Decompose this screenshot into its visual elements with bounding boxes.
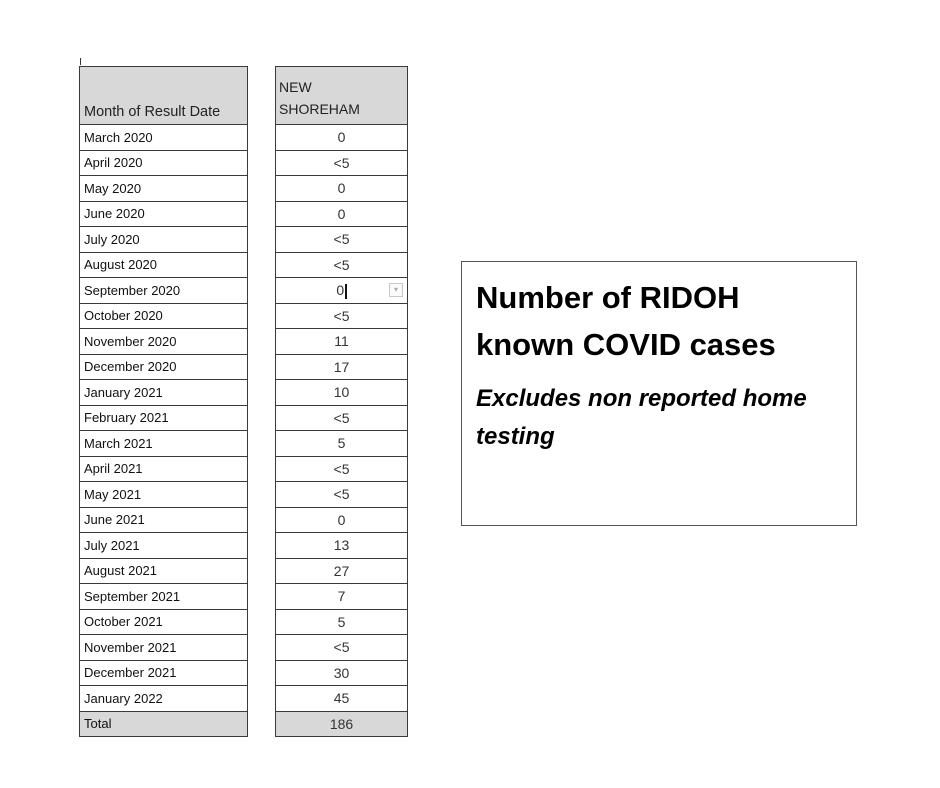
case-count-cell[interactable] <box>276 635 408 661</box>
month-row <box>80 635 248 661</box>
month-row <box>80 227 248 253</box>
info-box <box>461 261 857 526</box>
month-row <box>80 176 248 202</box>
month-row <box>80 405 248 431</box>
month-row <box>80 482 248 508</box>
value-row <box>276 686 408 712</box>
case-count-value: <5 <box>333 231 350 248</box>
month-cell[interactable]: November 2020 <box>80 329 248 355</box>
case-count-value: 0 <box>337 205 346 222</box>
month-row <box>80 660 248 686</box>
info-title <box>476 274 842 368</box>
month-row <box>80 201 248 227</box>
column-marker <box>80 58 81 65</box>
month-cell[interactable]: January 2021 <box>80 380 248 406</box>
case-count-cell[interactable] <box>276 405 408 431</box>
month-row <box>80 558 248 584</box>
info-subtitle-line-2: testing <box>476 423 555 450</box>
month-cell[interactable]: April 2020 <box>80 150 248 176</box>
month-cell[interactable]: October 2021 <box>80 609 248 635</box>
month-row <box>80 329 248 355</box>
month-cell[interactable]: September 2021 <box>80 584 248 610</box>
value-row <box>276 354 408 380</box>
value-row <box>276 456 408 482</box>
month-row <box>80 609 248 635</box>
header-line-2: SHOREHAM <box>279 101 360 117</box>
case-count-cell[interactable] <box>276 533 408 559</box>
case-count-cell[interactable] <box>276 278 408 304</box>
total-label: Total <box>80 711 248 737</box>
month-cell[interactable]: March 2020 <box>80 125 248 151</box>
value-row <box>276 227 408 253</box>
value-row <box>276 329 408 355</box>
case-count-cell[interactable] <box>276 125 408 151</box>
case-count-cell[interactable] <box>276 329 408 355</box>
value-row <box>276 405 408 431</box>
month-cell[interactable]: December 2020 <box>80 354 248 380</box>
case-count-cell[interactable] <box>276 558 408 584</box>
case-count-value: <5 <box>333 409 350 426</box>
case-count-value: <5 <box>333 256 350 273</box>
value-row <box>276 584 408 610</box>
month-cell[interactable]: June 2020 <box>80 201 248 227</box>
value-row <box>276 482 408 508</box>
case-count-value: 5 <box>337 435 346 452</box>
value-row <box>276 558 408 584</box>
month-row <box>80 584 248 610</box>
case-count-cell[interactable] <box>276 354 408 380</box>
case-count-cell[interactable] <box>276 380 408 406</box>
total-value: 186 <box>276 711 408 737</box>
case-count-cell[interactable] <box>276 201 408 227</box>
month-cell[interactable]: June 2021 <box>80 507 248 533</box>
month-row <box>80 686 248 712</box>
case-count-value: <5 <box>333 154 350 171</box>
case-count-cell[interactable] <box>276 456 408 482</box>
value-row <box>276 278 408 304</box>
case-count-value: 27 <box>333 562 350 579</box>
month-row <box>80 278 248 304</box>
case-count-value: 10 <box>333 384 350 401</box>
value-row <box>276 533 408 559</box>
case-count-value: <5 <box>333 639 350 656</box>
value-row <box>276 150 408 176</box>
value-row <box>276 201 408 227</box>
case-count-value: <5 <box>333 460 350 477</box>
month-row <box>80 380 248 406</box>
info-subtitle <box>476 380 842 456</box>
case-count-value: 45 <box>333 690 350 707</box>
month-cell[interactable]: May 2021 <box>80 482 248 508</box>
new-shoreham-header <box>276 67 408 125</box>
case-count-value: 0 <box>337 129 346 146</box>
case-count-value: <5 <box>333 307 350 324</box>
month-row <box>80 150 248 176</box>
chevron-down-icon[interactable]: ▾ <box>389 283 403 297</box>
value-row <box>276 125 408 151</box>
value-row <box>276 507 408 533</box>
case-count-value: <5 <box>333 486 350 503</box>
month-cell[interactable]: July 2020 <box>80 227 248 253</box>
case-count-value: 0 <box>337 180 346 197</box>
month-cell[interactable]: October 2020 <box>80 303 248 329</box>
month-row <box>80 431 248 457</box>
info-title-line-1: Number of RIDOH <box>476 280 740 315</box>
case-count-value: 30 <box>333 664 350 681</box>
case-count-cell[interactable] <box>276 303 408 329</box>
case-count-value: 11 <box>334 333 349 350</box>
month-cell[interactable]: September 2020 <box>80 278 248 304</box>
case-count-cell[interactable] <box>276 482 408 508</box>
case-count-cell[interactable] <box>276 431 408 457</box>
total-row <box>80 711 248 737</box>
month-row <box>80 252 248 278</box>
case-count-cell[interactable] <box>276 660 408 686</box>
month-row <box>80 456 248 482</box>
value-row <box>276 635 408 661</box>
info-title-line-2: known COVID cases <box>476 327 776 362</box>
month-header: Month of Result Date <box>80 67 248 125</box>
case-count-cell[interactable] <box>276 584 408 610</box>
month-cell[interactable]: November 2021 <box>80 635 248 661</box>
value-row <box>276 176 408 202</box>
month-cell[interactable]: July 2021 <box>80 533 248 559</box>
case-count-value: 7 <box>337 588 346 605</box>
month-row <box>80 303 248 329</box>
month-cell[interactable]: December 2021 <box>80 660 248 686</box>
case-count-value: 0 <box>336 281 345 298</box>
case-count-cell[interactable] <box>276 150 408 176</box>
value-row <box>276 660 408 686</box>
month-row <box>80 354 248 380</box>
case-count-cell[interactable] <box>276 686 408 712</box>
case-count-value: 17 <box>333 358 350 375</box>
case-count-value: 13 <box>333 537 350 554</box>
month-row <box>80 125 248 151</box>
info-subtitle-line-1: Excludes non reported home <box>476 385 807 412</box>
value-row <box>276 252 408 278</box>
month-cell[interactable]: April 2021 <box>80 456 248 482</box>
header-line-1: NEW <box>279 79 312 95</box>
month-row <box>80 533 248 559</box>
text-cursor <box>345 284 347 299</box>
case-count-cell[interactable] <box>276 176 408 202</box>
case-count-value: 0 <box>337 511 346 528</box>
month-cell[interactable]: February 2021 <box>80 405 248 431</box>
month-cell[interactable]: May 2020 <box>80 176 248 202</box>
case-count-cell[interactable] <box>276 507 408 533</box>
month-cell[interactable]: August 2020 <box>80 252 248 278</box>
month-cell[interactable]: March 2021 <box>80 431 248 457</box>
value-row <box>276 303 408 329</box>
new-shoreham-table <box>275 66 408 737</box>
case-count-cell[interactable] <box>276 227 408 253</box>
month-cell[interactable]: August 2021 <box>80 558 248 584</box>
value-row <box>276 380 408 406</box>
month-cell[interactable]: January 2022 <box>80 686 248 712</box>
value-row <box>276 431 408 457</box>
value-row <box>276 609 408 635</box>
case-count-value: 5 <box>337 613 346 630</box>
total-row <box>276 711 408 737</box>
case-count-cell[interactable] <box>276 252 408 278</box>
month-row <box>80 507 248 533</box>
case-count-cell[interactable] <box>276 609 408 635</box>
month-table <box>79 66 248 737</box>
